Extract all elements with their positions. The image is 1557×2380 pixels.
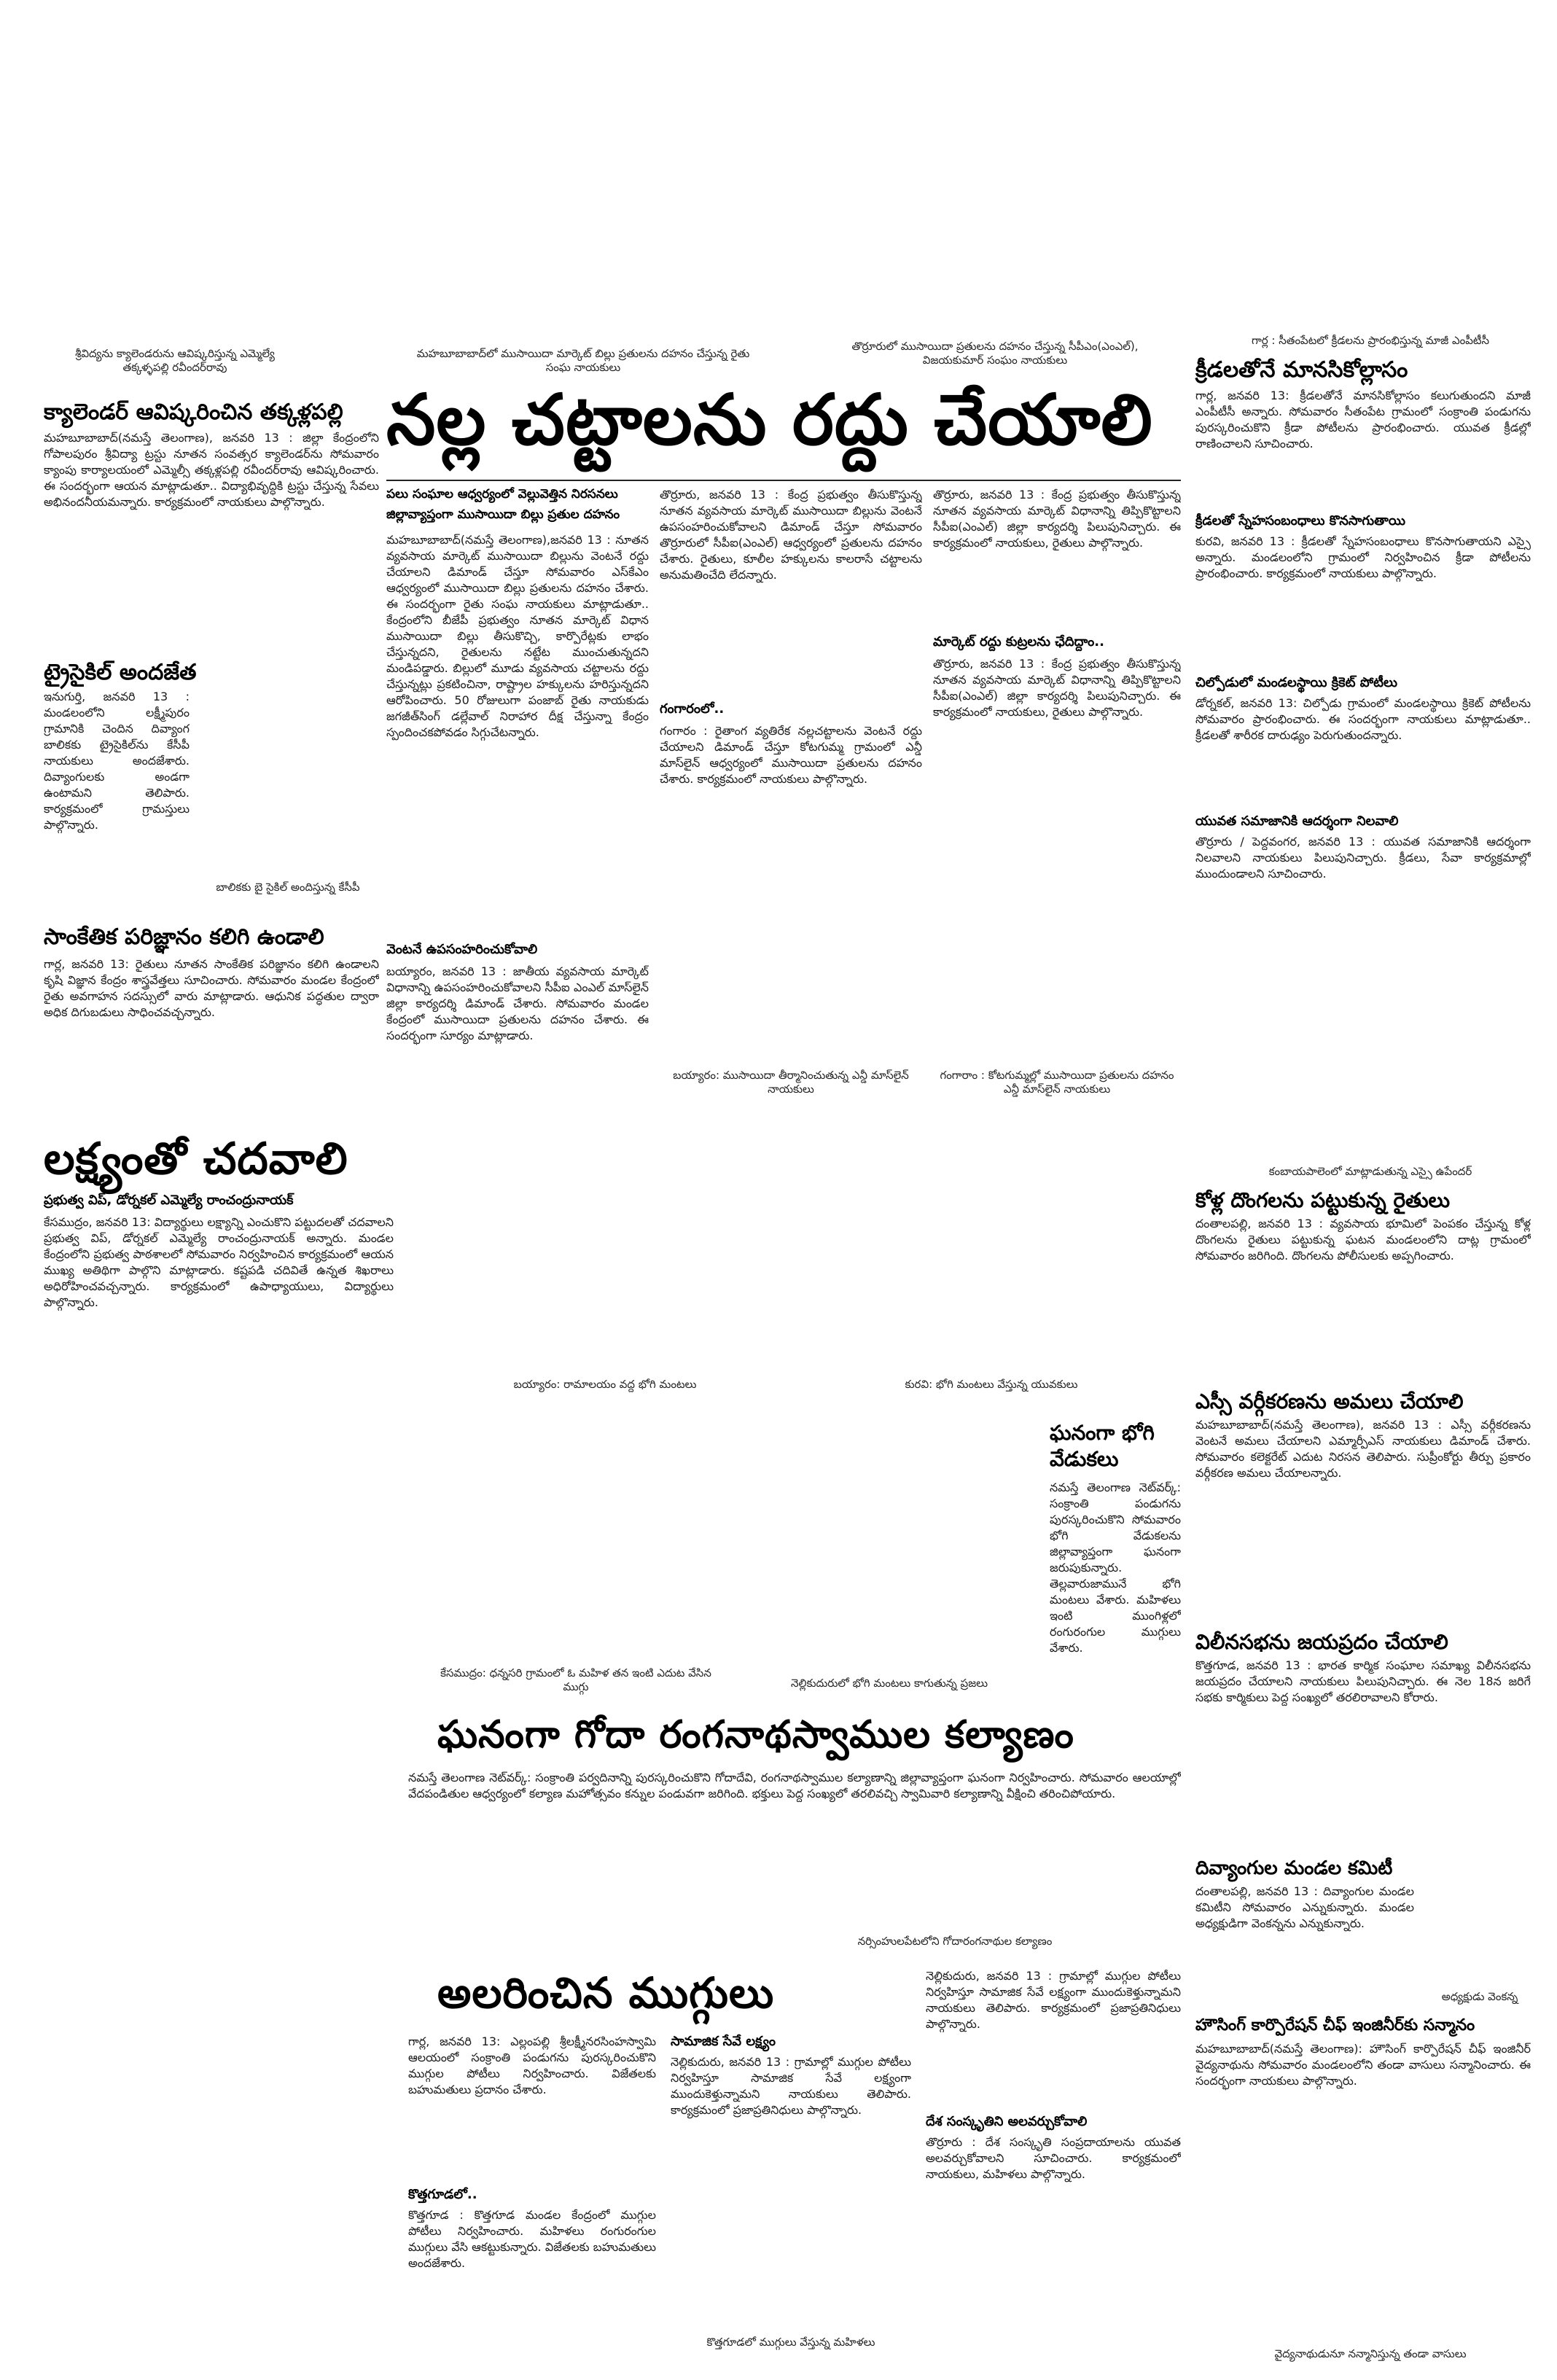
caption-kothaguda-muggulu: కొత్తగూడలో ముగ్గులు వేస్తున్న మహిళలు — [706, 2336, 875, 2349]
photo-nellikuduru-bhogi — [736, 1407, 1042, 1669]
main-subhead-1: పలు సంఘాల ఆధ్వర్యంలో వెల్లువెత్తిన నిరసనలు — [386, 487, 618, 502]
gangaram-body: గంగారం : రైతాంగ వ్యతిరేక నల్లచట్టాలను వెంటనే రద్దు చేయాలని డిమాండ్ చేస్తూ కోటగుమ్మ గ్రామంలో ఎన్డీ మాస్‌లైన్ ఆధ్వర్యంలో ముసాయిదా ప్రతులను దహనం చేశారు. కార్యక్రమంలో నాయకులు పాల్గొన్నారు. — [660, 724, 922, 786]
kalyanam-body: నమస్తే తెలంగాణ నెట్‌వర్క్: సంక్రాంతి పర్వదినాన్ని పురస్కరించుకొని గోదాదేవి, రంగనాథస్వాముల కల్యాణాన్ని జిల్లావ్యాప్తంగా ఘనంగా నిర్వహించారు. సోమవారం ఆలయాల్లో వేదపండితుల ఆధ్వర్యంలో కల్యాణ మహోత్సవం కన్నుల పండువగా జరిగింది. భక్తులు పెద్ద సంఖ్యలో తరలివచ్చి స్వామివారి కల్యాణాన్ని వీక్షించి తరించిపోయారు. — [408, 1771, 1181, 1800]
photo-tricycle — [197, 685, 379, 904]
photo-bayyaram-nyd — [660, 904, 922, 1072]
divyang-body: దంతాలపల్లి, జనవరి 13 : దివ్యాంగుల మండల కమిటీని సోమవారం ఎన్నుకున్నారు. మండల అధ్యక్షుడిగా వెంకన్నను ఎన్నుకున్నారు. — [1195, 1884, 1414, 1930]
marketing-body: తొర్రూరు, జనవరి 13 : కేంద్ర ప్రభుత్వం తీసుకొస్తున్న నూతన వ్యవసాయ మార్కెట్ విధానాన్ని తిప్పికొట్టాలని సీపీఐ(ఎంఎల్) జిల్లా కార్యదర్శి పిలుపునిచ్చారు. ఈ కార్యక్రమంలో నాయకులు, రైతులు పాల్గొన్నారు. — [933, 657, 1181, 719]
caption-kalyanam: నర్సింహులపేటలోని గోదారంగనాథుల కల్యాణం — [857, 1935, 1053, 1948]
caption-garla-sports: గార్ల : సీతంపేటలో క్రీడలను ప్రారంభిస్తున్న మాజీ ఎంపీటీసీ — [1251, 334, 1490, 347]
main-body-col3: తొర్రూరు, జనవరి 13 : కేంద్ర ప్రభుత్వం తీసుకొస్తున్న నూతన వ్యవసాయ మార్కెట్ విధానాన్ని తిప్పికొట్టాలని సీపీఐ(ఎంఎల్) జిల్లా కార్యదర్శి పిలుపునిచ్చారు. ఈ కార్యక్రమంలో నాయకులు, రైతులు పాల్గొన్నారు. — [933, 488, 1181, 550]
social-headline: సామాజిక సేవే లక్ష్యం — [671, 2034, 776, 2049]
study-headline: లక్ష్యంతో చదవాలి — [44, 1134, 348, 1185]
photo-thorrur-cpm — [838, 15, 1181, 343]
photo-bayyaram-bhogi — [408, 1137, 802, 1378]
bolts-headline: కోళ్ల దొంగలను పట్టుకున్న రైతులు — [1195, 1188, 1451, 1212]
photo-gangaram-nyd — [933, 904, 1181, 1072]
caption-vaidyanatha: వైద్యనాథుడునూ నన్మానిస్తున్న తండా వాసులు — [1274, 2347, 1467, 2360]
tech-body: గార్ల, జనవరి 13: రైతులు నూతన సాంకేతిక పరిజ్ఞానం కలిగి ఉండాలని కృషి విజ్ఞాన కేంద్రం శాస్త్రవేత్తలు సూచించారు. సోమవారం మండల కేంద్రంలో రైతు అవగాహన సదస్సులో వారు మాట్లాడారు. ఆధునిక పద్ధతుల ద్వారా అధిక దిగుబడులు సాధించవచ్చన్నారు. — [44, 957, 379, 1019]
sports-headline: క్రీడలతోనే మానసికోల్లాసం — [1195, 357, 1408, 383]
sports-body: గార్ల, జనవరి 13: క్రీడలతోనే మానసికోల్లాసం కలుగుతుందని మాజీ ఎంపీటీసీ అన్నారు. సోమవారం సీతంపేట గ్రామంలో సంక్రాంతి పండుగను పురస్కరించుకొని క్రీడా పోటీలను ప్రారంభించారు. యువత క్రీడల్లో రాణించాలని సూచించారు. — [1195, 389, 1531, 450]
kalyanam-headline: ఘనంగా గోదా రంగనాథస్వాముల కల్యాణం — [437, 1713, 1074, 1757]
divyang-headline: దివ్యాంగుల మండల కమిటీ — [1195, 1857, 1393, 1879]
caption-mahabubabad-market: మహబూబాబాద్‌లో ముసాయిదా మార్కెట్ బిల్లు ప్రతులను దహనం చేస్తున్న రైతు సంఘ నాయకులు — [416, 347, 750, 374]
marketing-headline: మార్కెట్ రద్దు కుట్రలను ఛేదిద్దాం.. — [933, 634, 1104, 649]
photo-kesamudram-muggu — [408, 1407, 729, 1669]
photo-divyang — [1421, 1866, 1538, 1990]
bolts-body: దంతాలపల్లి, జనవరి 13 : వ్యవసాయ భూమిలో పెంపకం చేస్తున్న కోళ్ల దొంగలను రైతులు పట్టుకున్న ఘటన మండలంలోని దాట్ల గ్రామంలో సోమవారం జరిగింది. దొంగలను పోలీసులకు అప్పగించారు. — [1195, 1217, 1531, 1263]
photo-kuravi-bhogi — [816, 1137, 1181, 1378]
main-subhead-2: జిల్లావ్యాప్తంగా ముసాయిదా బిల్లు ప్రతుల దహనం — [386, 507, 620, 522]
friendship-body: కురవి, జనవరి 13 : క్రీడలతో స్నేహసంబంధాలు కొనసాగుతాయని ఎస్సై అన్నారు. మండలంలోని గ్రామంలో నిర్వహించిన క్రీడా పోటీలను ప్రారంభించారు. కార్యక్రమంలో నాయకులు పాల్గొన్నారు. — [1195, 534, 1531, 580]
photo-mahabubabad-market — [343, 15, 824, 350]
calendar-headline: క్యాలెండర్ ఆవిష్కరించిన తక్కళ్లపల్లి — [44, 399, 343, 425]
culture-body: తొర్రూరు : దేశ సంస్కృతి సంప్రదాయాలను యువత అలవర్చుకోవాలని సూచించారు. కార్యక్రమంలో నాయకులు, మహిళలు పాల్గొన్నారు. — [926, 2135, 1181, 2181]
gangaram-headline: గంగారంలో.. — [660, 701, 725, 717]
kothaguda-headline: కొత్తగూడలో.. — [408, 2187, 477, 2202]
sc-headline: ఎస్సీ వర్గీకరణను అమలు చేయాలి — [1195, 1389, 1464, 1413]
photo-tkp-calendar — [22, 15, 328, 350]
caption-kesamudram-muggu: కేసముద్రం: ధన్నసరి గ్రామంలో ఓ మహిళ తన ఇంటి ఎదుట వేసిన ముగ్గు — [440, 1666, 711, 1693]
tricycle-body: ఇనుగుర్తి, జనవరి 13 : మండలంలోని లక్ష్మీపురం గ్రామానికి చెందిన దివ్యాంగ బాలికకు ట్రైసైకిల్‌ను కేసీపీ నాయకులు అందజేశారు. దివ్యాంగులకు అండగా ఉంటామని తెలిపారు. కార్యక్రమంలో గ్రామస్తులు పాల్గొన్నారు. — [44, 690, 190, 832]
caption-kuravi-bhogi: కురవి: భోగి మంటలు వేస్తున్న యువకులు — [905, 1378, 1078, 1391]
study-body: కేసముద్రం, జనవరి 13: విద్యార్థులు లక్ష్యాన్ని ఎంచుకొని పట్టుదలతో చదవాలని ప్రభుత్వ విప్, డోర్నకల్ ఎమ్మెల్యే రాంచంద్రునాయక్ అన్నారు. మండల కేంద్రంలోని ప్రభుత్వ పాఠశాలలో సోమవారం నిర్వహించిన కార్యక్రమంలో ఆయన ముఖ్య అతిథిగా పాల్గొని మాట్లాడారు. కష్టపడి చదివితే ఉన్నత శిఖరాలు అధిరోహించవచ్చన్నారు. కార్యక్రమంలో ఉపాధ్యాయులు, విద్యార్థులు పాల్గొన్నారు. — [44, 1215, 394, 1309]
photo-kalyanam — [408, 1895, 1181, 1924]
vilina-headline: విలీనసభను జయప్రదం చేయాలి — [1195, 1630, 1448, 1654]
cricket-headline: చిల్పోడులో మండలస్థాయి క్రికెట్ పోటీలు — [1195, 675, 1397, 690]
caption-tkp-calendar: శ్రీవిద్యను క్యాలెండరును ఆవిష్కరిస్తున్న ఎమ్మెల్యే తక్కళ్ళపల్లి రవీందర్‌రావు — [75, 347, 275, 374]
photo-kantaipalem — [1195, 969, 1538, 1174]
photo-vaidyanatha — [1195, 2194, 1538, 2347]
study-subhead: ప్రభుత్వ విప్, డోర్నకల్ ఎమ్మెల్యే రాంచంద్రునాయక్ — [44, 1193, 294, 1208]
muggulu-headline: అలరించిన ముగ్గులు — [437, 1968, 775, 2018]
calendar-body: మహబూబాబాద్(నమస్తే తెలంగాణ), జనవరి 13 : జిల్లా కేంద్రంలోని గోపాలపురం శ్రీవిద్యా ట్రస్టు నూతన సంవత్సర క్యాలెండర్‌ను సోమవారం క్యాంపు కార్యాలయంలో ఎమ్మెల్సీ తక్కళ్లపల్లి రవీందర్‌రావు ఆవిష్కరించారు. ఈ సందర్భంగా ఆయన మాట్లాడుతూ.. విద్యాభివృద్ధికి ట్రస్టు చేస్తున్న సేవలు అభినందనీయమన్నారు. కార్యక్రమంలో నాయకులు పాల్గొన్నారు. — [44, 431, 379, 509]
housing-body: మహబూబాబాద్(నమస్తే తెలంగాణ): హౌసింగ్ కార్పొరేషన్ చీఫ్ ఇంజినీర్ వైద్యనాథును సోమవారం మండలంలోని తండా వాసులు సన్మానించారు. ఈ సందర్భంగా నాయకులు పాల్గొన్నారు. — [1195, 2042, 1531, 2088]
tech-headline: సాంకేతిక పరిజ్ఞానం కలిగి ఉండాలి — [44, 924, 324, 950]
cricket-body: డోర్నకల్, జనవరి 13: చిల్పోడు గ్రామంలో మండలస్థాయి క్రికెట్ పోటీలను సోమవారం ప్రారంభించారు. ఈ సందర్భంగా నాయకులు మాట్లాడుతూ.. క్రీడలతో శారీరక దారుఢ్యం పెరుగుతుందన్నారు. — [1195, 696, 1531, 742]
bhogi-body: నమస్తే తెలంగాణ నెట్‌వర్క్: సంక్రాంతి పండుగను పురస్కరించుకొని సోమవారం భోగి వేడుకలను జిల్లావ్యాప్తంగా ఘనంగా జరుపుకున్నారు. తెల్లవారుజామునే భోగి మంటలు వేశారు. మహిళలు ఇంటి ముంగిళ్లలో రంగురంగుల ముగ్గులు వేశారు. — [1050, 1480, 1181, 1655]
friendship-headline: క్రీడలతో స్నేహసంబంధాలు కొనసాగుతాయి — [1195, 513, 1405, 528]
vilina-body: కొత్తగూడ, జనవరి 13 : భారత కార్మిక సంఘాల సమాఖ్య విలీనసభను జయప్రదం చేయాలని నాయకులు పిలుపునిచ్చారు. ఈ నెల 18న జరిగే సభకు కార్మికులు పెద్ద సంఖ్యలో తరలిరావాలని కోరారు. — [1195, 1658, 1531, 1704]
caption-gangaram-nyd: గంగారాం : కోటగుమ్మల్లో ముసాయిదా ప్రతులను దహనం ఎన్డీ మాస్‌లైన్ నాయకులు — [940, 1069, 1174, 1096]
caption-bayyaram-bhogi: బయ్యారం: రామాలయం వద్ద భోగి మంటలు — [513, 1378, 697, 1391]
caption-nellikuduru-bhogi: నెల్లికుదురులో భోగి మంటలు కాగుతున్న ప్రజలు — [790, 1677, 988, 1690]
bhogi-headline: ఘనంగా భోగి వేడుకలు — [1050, 1421, 1155, 1471]
withdraw-headline: వెంటనే ఉపసంహరించుకోవాలి — [386, 942, 538, 957]
youth-body: తొర్రూరు / పెద్దవంగర, జనవరి 13 : యువత సమాజానికి ఆదర్శంగా నిలవాలని నాయకులు పిలుపునిచ్చారు. క్రీడలు, సేవా కార్యక్రమాల్లో ముందుండాలని సూచించారు. — [1195, 835, 1531, 881]
youth-headline: యువత సమాజానికి ఆదర్శంగా నిలవాలి — [1195, 814, 1399, 829]
caption-bayyaram-nyd: బయ్యారం: ముసాయిదా తీర్మానించుతున్న ఎన్డీ మాస్‌లైన్ నాయకులు — [673, 1069, 909, 1096]
photo-garla-sports — [1195, 15, 1538, 335]
main-body-col2: తొర్రూరు, జనవరి 13 : కేంద్ర ప్రభుత్వం తీసుకొస్తున్న నూతన వ్యవసాయ మార్కెట్ ముసాయిదా బిల్లును వెంటనే ఉపసంహరించుకోవాలని డిమాండ్ చేస్తూ సోమవారం తొర్రూరులో సీపీఐ(ఎంఎల్) ఆధ్వర్యంలో ప్రతులను దహనం చేశారు. రైతులు, కూలీల హక్కులను కాలరాసే చట్టాలను అనుమతించేది లేదన్నారు. — [660, 488, 922, 582]
main-body-col1: మహబూబాబాద్(నమస్తే తెలంగాణ),జనవరి 13 : నూతన వ్యవసాయ మార్కెట్ ముసాయిదా బిల్లును వెంటనే రద్దు చేయాలని డిమాండ్ చేస్తూ సోమవారం ఎస్‌కేఎం ఆధ్వర్యంలో ముసాయిదా బిల్లు ప్రతులను దహనం చేశారు. ఈ సందర్భంగా రైతు సంఘ నాయకులు మాట్లాడుతూ.. కేంద్రంలోని బీజేపీ ప్రభుత్వం నూతన మార్కెట్ విధాన ముసాయిదా బిల్లు తీసుకొచ్చి, కార్పొరేట్లకు లాభం చేస్తున్నదని, రైతులను నట్టేట ముంచుతున్నదని మండిపడ్డారు. బిల్లులో మూడు వ్యవసాయ చట్టాలను రద్దు చేస్తున్నట్లు ప్రకటించినా, రాష్ట్రాల హక్కులను హరిస్తున్నదని ఆరోపించారు. 50 రోజులుగా పంజాబ్ రైతు నాయకుడు జగజీత్‌సింగ్ డల్లేవాల్ నిరాహార దీక్ష చేస్తున్నా కేంద్రం స్పందించకపోవడం సిగ్గుచేటన్నారు. — [386, 533, 649, 739]
housing-headline: హౌసింగ్ కార్పొరేషన్ చీఫ్ ఇంజినీర్‌కు సన్మానం — [1195, 2016, 1475, 2034]
social-body: నెల్లికుదురు, జనవరి 13 : గ్రామాల్లో ముగ్గుల పోటీలు నిర్వహిస్తూ సామాజిక సేవే లక్ష్యంగా ముందుకెళ్తున్నామని నాయకులు తెలిపారు. కార్యక్రమంలో ప్రజాప్రతినిధులు పాల్గొన్నారు. — [671, 2055, 911, 2117]
sc-body: మహబూబాబాద్(నమస్తే తెలంగాణ), జనవరి 13 : ఎస్సీ వర్గీకరణను వెంటనే అమలు చేయాలని ఎమ్మార్పీఎస్ నాయకులు డిమాండ్ చేశారు. సోమవారం కలెక్టరేట్ ఎదుట నిరసన తెలిపారు. సుప్రీంకోర్టు తీర్పు ప్రకారం వర్గీకరణ అమలు చేయాలన్నారు. — [1195, 1418, 1531, 1480]
photo-bottom-left — [22, 1429, 394, 2347]
main-headline: నల్ల చట్టాలను రద్దు చేయాలి — [386, 379, 1153, 461]
muggulu-body1: గార్ల, జనవరి 13: ఎల్లంపల్లి శ్రీలక్ష్మీనరసింహస్వామి ఆలయంలో సంక్రాంతి పండుగను పురస్కరించుకొని ముగ్గుల పోటీలు నిర్వహించారు. విజేతలకు బహుమతులు ప్రదానం చేశారు. — [408, 2034, 656, 2096]
culture-headline: దేశ సంస్కృతిని అలవర్చుకోవాలి — [926, 2114, 1088, 2129]
headline-divider — [386, 480, 1181, 481]
caption-divyang: అధ్యక్షుడు వెంకన్న — [1441, 1990, 1518, 2003]
muggulu-col3: నెల్లికుదురు, జనవరి 13 : గ్రామాల్లో ముగ్గుల పోటీలు నిర్వహిస్తూ సామాజిక సేవే లక్ష్యంగా ముందుకెళ్తున్నామని నాయకులు తెలిపారు. కార్యక్రమంలో ప్రజాప్రతినిధులు పాల్గొన్నారు. — [926, 1969, 1181, 2031]
photo-kothaguda-muggulu — [671, 2187, 911, 2333]
kothaguda-body: కొత్తగూడ : కొత్తగూడ మండల కేంద్రంలో ముగ్గుల పోటీలు నిర్వహించారు. మహిళలు రంగురంగుల ముగ్గులు వేసి ఆకట్టుకున్నారు. విజేతలకు బహుమతులు అందజేశారు. — [408, 2208, 656, 2270]
caption-kantaipalem: కంబాయపాలెంలో మాట్లాడుతున్న ఎస్సై ఉపేందర్ — [1268, 1165, 1472, 1178]
tricycle-headline: ట్రైసైకిల్ అందజేత — [44, 660, 197, 685]
caption-thorrur-cpm: తొర్రూరులో ముసాయిదా ప్రతులను దహనం చేస్తున్న సీపీఎం(ఎంఎల్), విజయకుమార్ సంఘం నాయకులు — [851, 340, 1139, 367]
withdraw-body: బయ్యారం, జనవరి 13 : జాతీయ వ్యవసాయ మార్కెట్ విధానాన్ని ఉపసంహరించుకోవాలని సీపీఐ ఎంఎల్ మాస్‌లైన్ జిల్లా కార్యదర్శి డిమాండ్ చేశారు. సోమవారం మండల కేంద్రంలో ముసాయిదా ప్రతులను దహనం చేశారు. ఈ సందర్భంగా సూర్యం మాట్లాడారు. — [386, 964, 649, 1042]
caption-cycle: బాలికకు బై సైకిల్ అందిస్తున్న కేసీపీ — [216, 881, 360, 894]
